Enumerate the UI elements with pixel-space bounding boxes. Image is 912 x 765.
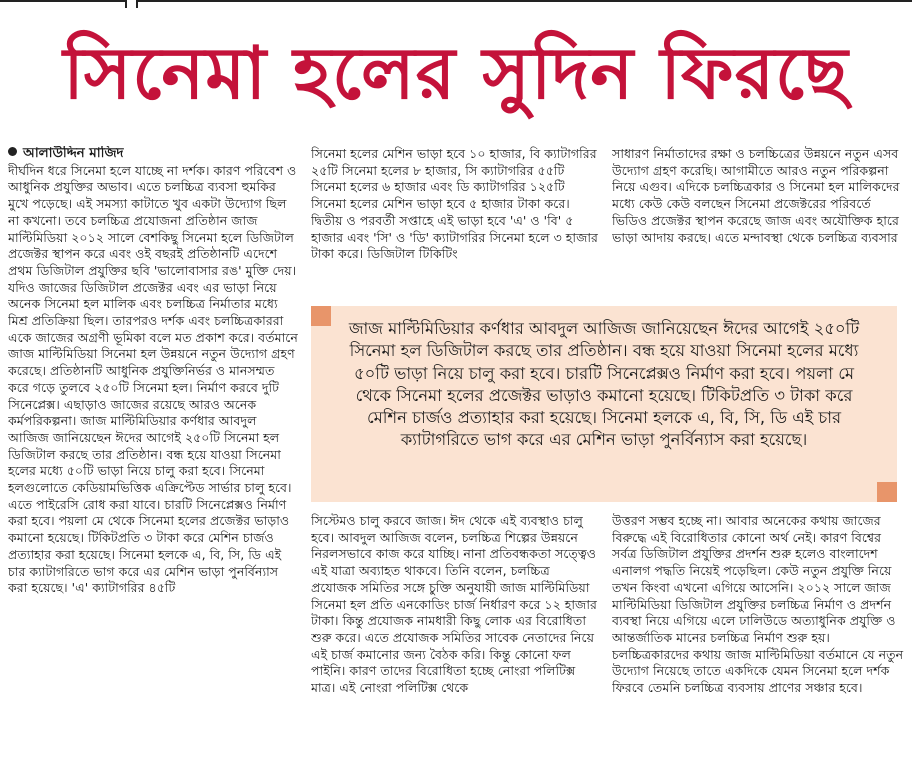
column-2-bottom-text: সিস্টেমও চালু করবে জাজ। ঈদ থেকে এই ব্যবস্থাও চালু হবে। আবদুল আজিজ বলেন, চলচ্চিত্র শিল্পের উন্নয়নে নিরলসভাবে কাজ করে যাচ্ছি। নানা প্রতিবন্ধকতা সত্ত্বেও এই যাত্রা অব্যাহত থাকবে। তিনি বলেন, চলচ্চিত্র প্রযোজক সমিতির সঙ্গে চুক্তি অনুযায়ী জাজ মাল্টিমিডিয়া সিনেমা হল প্রতি এনকোডিং চার্জ নির্ধারণ করে ১২ হাজার টাকা। কিন্তু প্রযোজক নামধারী কিছু লোক এর বিরোধিতা শুরু করে। এতে প্রযোজক সমিতির সাবেক নেতাদের নিয়ে এই চার্জ কমানোর জন্য বৈঠক করি। কিন্তু কোনো ফল পাইনি। কারণ তাদের বিরোধিতা হচ্ছে নোংরা পলিটিক্স মাত্র। এই নোংরা পলিটিক্স থেকে [311, 513, 597, 696]
article-column-1 [8, 146, 298, 762]
quote-corner-mark [311, 306, 331, 326]
bullet-icon [8, 147, 17, 156]
article-column-3-bottom [612, 513, 904, 763]
article-column-3-top [612, 146, 904, 296]
article-column-2-top [311, 146, 599, 296]
quote-corner-mark [877, 482, 897, 502]
pull-quote-box [311, 306, 897, 502]
byline [8, 146, 298, 163]
byline-author: আলাউদ্দিন মাজিদ [23, 146, 124, 161]
rule-segment-left [0, 0, 125, 2]
rule-segment-right [138, 0, 912, 2]
headline: সিনেমা হলের সুদিন ফিরছে [63, 30, 849, 115]
top-frame-rule [0, 0, 912, 10]
column-2-top-text: সিনেমা হলের মেশিন ভাড়া হবে ১০ হাজার, বি ক্যাটাগরির ২৫টি সিনেমা হলের ৮ হাজার, সি ক্যাটাগরির ৫৫টি সিনেমা হলের ৬ হাজার এবং ডি ক্যাটাগরির ১২৫টি সিনেমা হলের মেশিন ভাড়া হবে ৫ হাজার টাকা করে। দ্বিতীয় ও পরবর্তী সপ্তাহে এই ভাড়া হবে 'এ' ও 'বি' ৫ হাজার এবং 'সি' ও 'ডি' ক্যাটাগরির সিনেমা হলে ৩ হাজার টাকা করে। ডিজিটাল টিকিটিং [311, 146, 598, 262]
pull-quote-text: জাজ মাল্টিমিডিয়ার কর্ণধার আবদুল আজিজ জানিয়েছেন ঈদের আগেই ২৫০টি সিনেমা হল ডিজিটাল করছে তার প্রতিষ্ঠান। বন্ধ হয়ে যাওয়া সিনেমা হলের মধ্যে ৫০টি ভাড়া নিয়ে চালু করা হবে। চারটি সিনেপ্লেক্সও নির্মাণ করা হবে। পয়লা মে থেকে সিনেমা হলের প্রজেক্টর ভাড়াও কমানো হয়েছে। টিকিটপ্রতি ৩ টাকা করে মেশিন চার্জও প্রত্যাহার করা হয়েছে। সিনেমা হলকে এ, বি, সি, ডি এই চার ক্যাটাগরিতে ভাগ করে এর মেশিন ভাড়া পুনর্বিন্যাস করা হয়েছে। [348, 319, 860, 450]
rule-tick [125, 0, 127, 8]
column-3-top-text: সাধারণ নির্মাতাদের রক্ষা ও চলচ্চিত্রের উন্নয়নে নতুন এসব উদ্যোগ গ্রহণ করেছি। আগামীতে আরও নতুন পরিকল্পনা নিয়ে এগুব। এদিকে চলচ্চিত্রকার ও সিনেমা হল মালিকদের মধ্যে কেউ কেউ বলছেন সিনেমা প্রজেক্টরের পরিবর্তে ভিডিও প্রজেক্টর স্থাপন করেছে জাজ এবং অযৌক্তিক হারে ভাড়া আদায় করছে। এতে মন্দাবস্থা থেকে চলচ্চিত্র ব্যবসার [612, 146, 900, 245]
article-column-2-bottom [311, 513, 599, 763]
column-1-text: দীর্ঘদিন ধরে সিনেমা হলে যাচ্ছে না দর্শক। কারণ পরিবেশ ও আধুনিক প্রযুক্তির অভাব। এতে চলচ্চিত্র ব্যবসা হুমকির মুখে পড়েছে। এই সমস্যা কাটাতে খুব একটা উদ্যোগ ছিল না কখনো। তবে চলচ্চিত্র প্রযোজনা প্রতিষ্ঠান জাজ মাল্টিমিডিয়া ২০১২ সালে বেশকিছু সিনেমা হলে ডিজিটাল প্রজেক্টর স্থাপন করে এবং ওই বছরই প্রতিষ্ঠানটি এদেশে প্রথম ডিজিটাল প্রযুক্তির ছবি 'ভালোবাসার রঙ' মুক্তি দেয়। যদিও জাজের ডিজিটাল প্রজেক্টর এবং এর ভাড়া নিয়ে অনেক সিনেমা হল মালিক এবং চলচ্চিত্র নির্মাতার মধ্যে মিশ্র প্রতিক্রিয়া ছিল। তারপরও দর্শক এবং চলচ্চিত্রকাররা একে জাজের অগ্রণী ভূমিকা বলে মত প্রকাশ করে। বর্তমানে জাজ মাল্টিমিডিয়া সিনেমা হল উন্নয়নে নতুন উদ্যোগ গ্রহণ করেছে। প্রতিষ্ঠানটি আধুনিক প্রযুক্তিনির্ভর ও মানসম্মত করে গড়ে তুলবে ২৫০টি সিনেমা হল। নির্মাণ করবে দুটি সিনেপ্লেক্স। এছাড়াও জাজের রয়েছে আরও অনেক কর্মপরিকল্পনা। জাজ মাল্টিমিডিয়ার কর্ণধার আবদুল আজিজ জানিয়েছেন ঈদের আগেই ২৫০টি সিনেমা হল ডিজিটাল করছে তার প্রতিষ্ঠান। বন্ধ হয়ে যাওয়া সিনেমা হলের মধ্যে ৫০টি ভাড়া নিয়ে চালু করা হবে। সিনেমা হলগুলোতে কেডিয়ামভিত্তিক এক্রিপ্টেড সার্ভার চালু হবে। এতে পাইরেসি রোধ করা যাবে। চারটি সিনেপ্লেক্সও নির্মাণ করা হবে। পয়লা মে থেকে সিনেমা হলের প্রজেক্টর ভাড়াও কমানো হয়েছে। টিকিটপ্রতি ৩ টাকা করে মেশিন চার্জও প্রত্যাহার করা হয়েছে। সিনেমা হলকে এ, বি, সি, ডি এই চার ক্যাটাগরিতে ভাগ করে এর মেশিন ভাড়া পুনর্বিন্যাস করা হয়েছে। 'এ' ক্যাটাগরির ৪৫টি [8, 162, 298, 596]
column-3-bottom-text: উত্তরণ সম্ভব হচ্ছে না। আবার অনেকের কথায় জাজের বিরুদ্ধে এই বিরোধিতার কোনো অর্থ নেই। কারণ বিশ্বের সর্বত্র ডিজিটাল প্রযুক্তির প্রদর্শন শুরু হলেও বাংলাদেশ এনালগ পদ্ধতি নিয়েই পড়েছিল। কেউ নতুন প্রযুক্তি নিয়ে তখন কিংবা এখনো এগিয়ে আসেনি। ২০১২ সালে জাজ মাল্টিমিডিয়া ডিজিটাল প্রযুক্তির চলচ্চিত্র নির্মাণ ও প্রদর্শন ব্যবস্থা নিয়ে এগিয়ে এলে ঢালিউডে অত্যাধুনিক প্রযুক্তি ও আন্তর্জাতিক মানের চলচ্চিত্র নির্মাণ শুরু হয়। চলচ্চিত্রকারদের কথায় জাজ মাল্টিমিডিয়া বর্তমানে যে নতুন উদ্যোগ নিয়েছে তাতে একদিকে যেমন সিনেমা হলে দর্শক ফিরবে তেমনি চলচ্চিত্র ব্যবসায় প্রাণের সঞ্চার হবে। [612, 513, 904, 696]
